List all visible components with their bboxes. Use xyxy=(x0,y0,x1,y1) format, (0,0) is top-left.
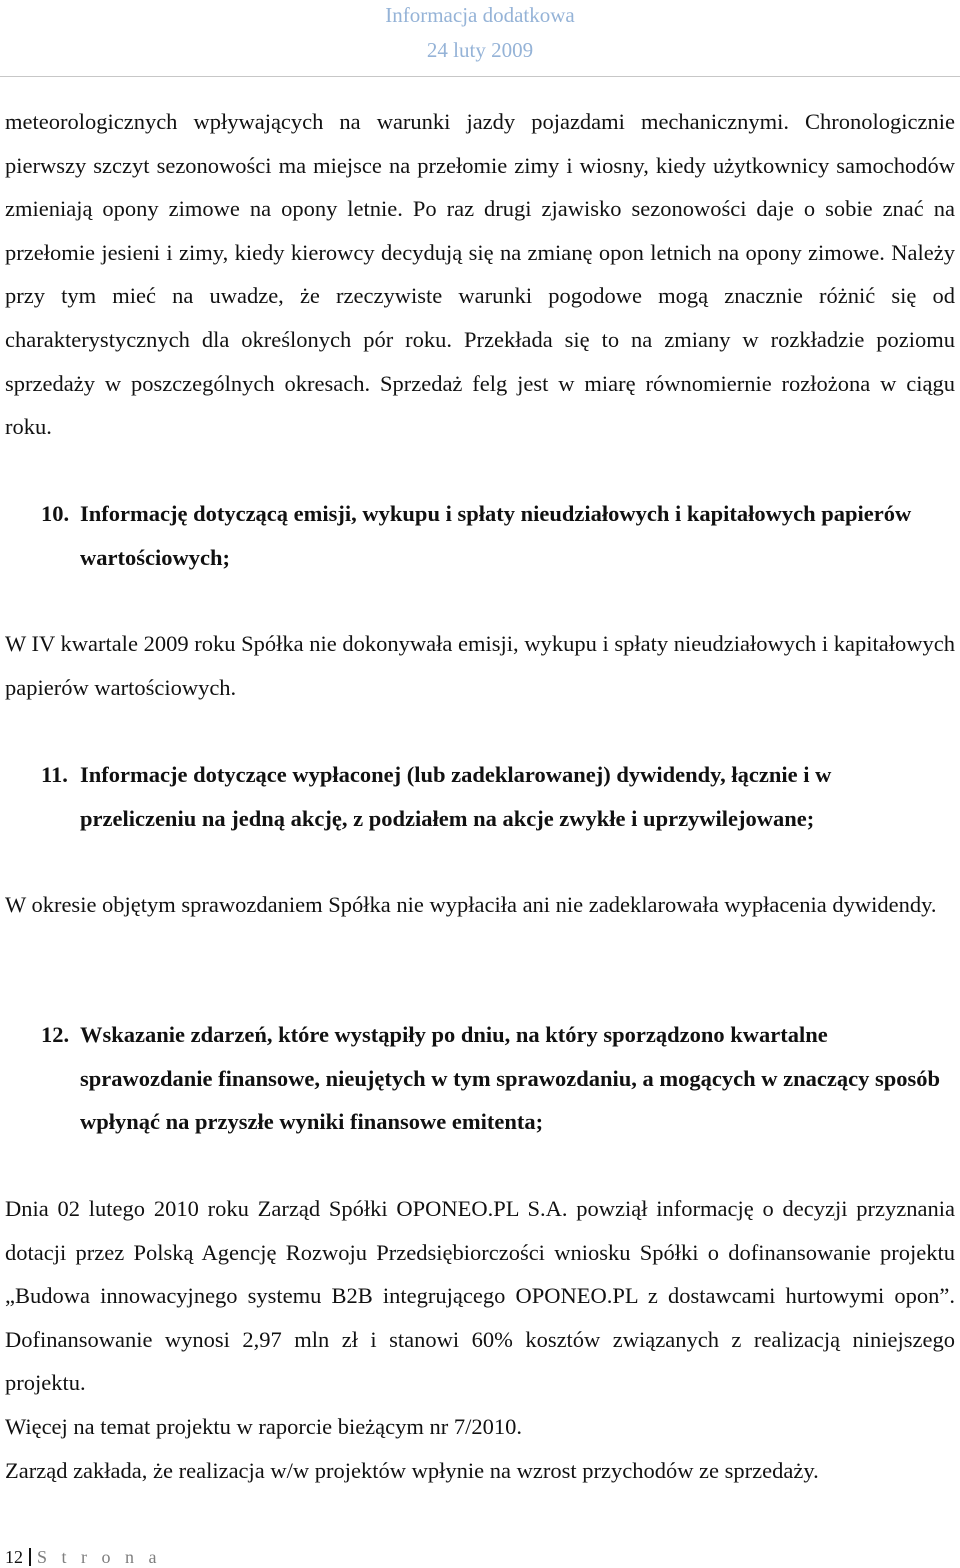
footer-separator xyxy=(29,1548,31,1566)
section-extra-line: Zarząd zakłada, że realizacja w/w projektów wpłynie na wzrost przychodów ze sprzedaży. xyxy=(5,1457,819,1483)
section-extra-line: Więcej na temat projektu w raporcie bieżącym nr 7/2010. xyxy=(5,1413,523,1439)
intro-paragraph: meteorologicznych wpływających na warunki jazdy pojazdami mechanicznymi. Chronologicznie pierwszy szczyt sezonowości ma miejsce na przełomie zimy i wiosny, kiedy użytkownicy samochodów zmieniają opony zimowe na opony letnie. Po raz drugi zjawisko sezonowości daje o sobie znać na przełomie jesieni i zimy, kiedy kierowcy decydują się na zmianę opon letnich na opony zimowe. Należy przy tym mieć na uwadze, że rzeczywiste warunki pogodowe mogą znacznie różnić się od charakterystycznych dla określonych pór roku. Przekłada się to na zmiany w rozkładzie poziomu sprzedaży w poszczególnych okresach. Sprzedaż felg jest w miarę równomiernie rozłożona w ciągu roku. xyxy=(5,109,955,440)
section-12-heading xyxy=(5,1013,950,1144)
page-number: 12 xyxy=(5,1547,23,1567)
section-number: 11. xyxy=(41,762,68,787)
section-number: 10. xyxy=(41,501,70,526)
section-paragraph: W IV kwartale 2009 roku Spółka nie dokonywała emisji, wykupu i spłaty nieudziałowych i kapitałowych papierów wartościowych. xyxy=(5,631,955,700)
header-date: 24 luty 2009 xyxy=(426,38,534,62)
section-title: Informację dotyczącą emisji, wykupu i spłaty nieudziałowych i kapitałowych papierów wartościowych; xyxy=(80,501,912,570)
section-12-body xyxy=(5,1187,955,1492)
section-10-body xyxy=(5,622,955,709)
section-paragraph: W okresie objętym sprawozdaniem Spółka nie wypłaciła ani nie zadeklarowała wypłacenia dywidendy. xyxy=(5,892,937,917)
section-title: Informacje dotyczące wypłaconej (lub zadeklarowanej) dywidendy, łącznie i w przeliczeniu na jedną akcję, z podziałem na akcje zwykłe i uprzywilejowane; xyxy=(80,762,832,831)
intro-block xyxy=(5,100,955,449)
section-paragraph: Dnia 02 lutego 2010 roku Zarząd Spółki OPONEO.PL S.A. powziął informację o decyzji przyznania dotacji przez Polską Agencję Rozwoju Przedsiębiorczości wniosku Spółki o dofinansowanie projektu „Budowa innowacyjnego systemu B2B integrującego OPONEO.PL z dostawcami hurtowymi opon”. Dofinansowanie wynosi 2,97 mln zł i stanowi 60% kosztów związanych z realizacją niniejszego projektu. xyxy=(5,1196,955,1396)
section-title: Wskazanie zdarzeń, które wystąpiły po dniu, na który sporządzono kwartalne sprawozdanie finansowe, nieujętych w tym sprawozdaniu, a mogących w znaczący sposób wpłynąć na przyszłe wyniki finansowe emitenta; xyxy=(80,1022,940,1135)
section-11-heading xyxy=(5,753,950,840)
header-title: Informacja dodatkowa xyxy=(385,3,575,27)
page-footer xyxy=(5,1547,162,1568)
section-number: 12. xyxy=(41,1022,70,1047)
header-divider xyxy=(0,76,960,77)
section-10-heading xyxy=(5,492,950,579)
section-11-body xyxy=(5,883,955,927)
page-label: S t r o n a xyxy=(37,1547,162,1567)
